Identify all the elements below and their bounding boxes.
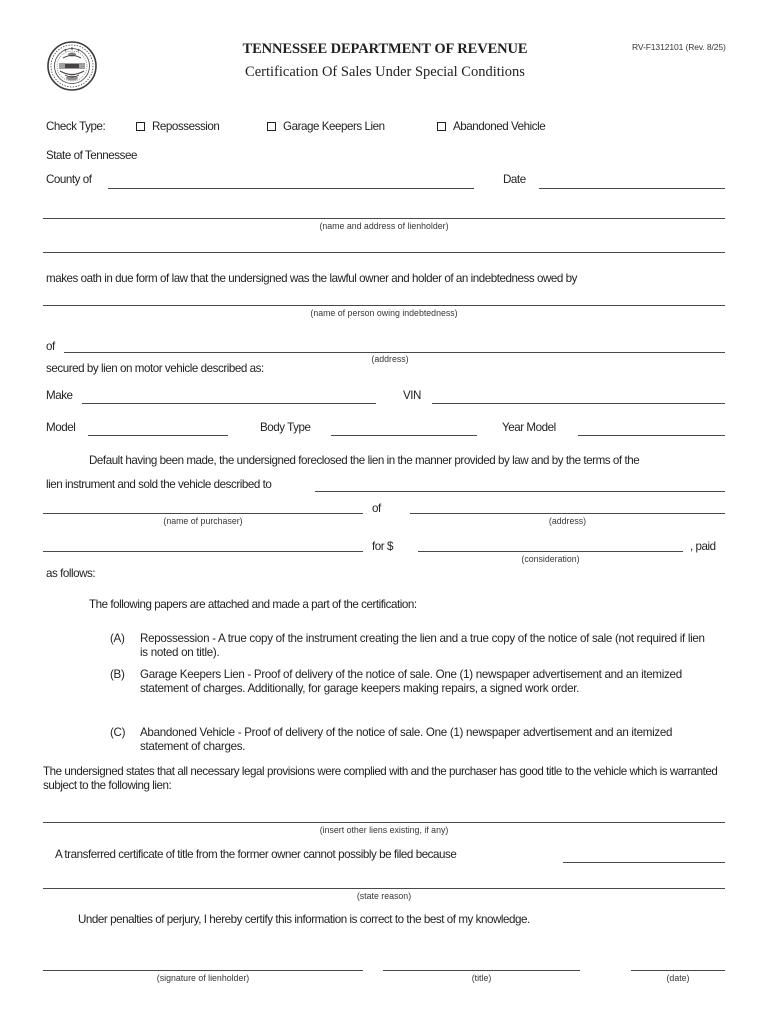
secured-by-lien-text: secured by lien on motor vehicle described as: <box>46 362 264 375</box>
make-input[interactable] <box>82 403 376 404</box>
other-liens-caption: (insert other liens existing, if any) <box>319 825 449 835</box>
date-label: Date <box>503 173 526 186</box>
year-model-label: Year Model <box>502 421 556 434</box>
paper-item-text-b: Garage Keepers Lien - Proof of delivery of the notice of sale. One (1) newspaper advertisement and an itemized statement of charges. Additionally, for garage keepers making repairs, a signed work order. <box>140 668 682 695</box>
default-paragraph-line2: lien instrument and sold the vehicle described to <box>46 478 272 491</box>
for-amount-label: for $ <box>372 540 393 553</box>
paper-item-letter-b: (B) <box>110 668 125 681</box>
debtor-name-input[interactable] <box>43 305 725 306</box>
reason-input-line1[interactable] <box>563 862 725 863</box>
consideration-caption: (consideration) <box>521 554 580 564</box>
signature-of-lienholder-caption: (signature of lienholder) <box>156 973 250 983</box>
form-number: RV-F1312101 (Rev. 8/25) <box>632 42 726 52</box>
date-signature-input[interactable] <box>631 970 725 971</box>
debtor-address-caption: (address) <box>371 354 409 364</box>
undersigned-states-text: The undersigned states that all necessary legal provisions were complied with and the purchaser has good title to the vehicle which is warranted subject to the following lien: <box>43 765 718 792</box>
lienholder-input-line1[interactable] <box>43 218 725 219</box>
date-input[interactable] <box>539 188 725 189</box>
make-label: Make <box>46 389 73 402</box>
page-title: TENNESSEE DEPARTMENT OF REVENUE <box>242 41 528 57</box>
other-liens-input[interactable] <box>43 822 725 823</box>
checkbox-repossession[interactable] <box>136 122 145 131</box>
vin-input[interactable] <box>432 403 725 404</box>
purchaser-extra-input[interactable] <box>43 551 363 552</box>
purchaser-address-input[interactable] <box>410 513 725 514</box>
transferred-title-text: A transferred certificate of title from the former owner cannot possibly be filed because <box>55 848 457 861</box>
lienholder-caption: (name and address of lienholder) <box>319 221 449 231</box>
reason-caption: (state reason) <box>356 891 412 901</box>
paid-label: , paid <box>690 540 716 553</box>
model-label: Model <box>46 421 76 434</box>
checkbox-abandoned-vehicle[interactable] <box>437 122 446 131</box>
check-type-label: Check Type: <box>46 120 106 133</box>
checkbox-label-garage-keepers-lien[interactable]: Garage Keepers Lien <box>283 120 385 133</box>
debtor-name-caption: (name of person owing indebtedness) <box>310 308 458 318</box>
year-model-input[interactable] <box>578 435 725 436</box>
paper-item-text-a: Repossession - A true copy of the instrument creating the lien and a true copy of the notice of sale (not required if lien is noted on title). <box>140 632 705 659</box>
purchaser-address-caption: (address) <box>548 516 587 526</box>
oath-text: makes oath in due form of law that the undersigned was the lawful owner and holder of an indebtedness owed by <box>46 272 578 285</box>
page-subtitle: Certification Of Sales Under Special Conditions <box>245 64 525 80</box>
consideration-input[interactable] <box>418 551 683 552</box>
as-follows-text: as follows: <box>46 567 96 580</box>
purchaser-name-input[interactable] <box>43 513 363 514</box>
date-signature-caption: (date) <box>666 973 690 983</box>
paper-item-text-c: Abandoned Vehicle - Proof of delivery of the notice of sale. One (1) newspaper advertisement and an itemized statement of charges. <box>140 726 673 753</box>
checkbox-garage-keepers-lien[interactable] <box>267 122 276 131</box>
checkbox-label-abandoned-vehicle[interactable]: Abandoned Vehicle <box>453 120 546 133</box>
checkbox-label-repossession[interactable]: Repossession <box>152 120 220 133</box>
debtor-address-label: of <box>46 340 55 353</box>
title-caption: (title) <box>471 973 492 983</box>
sold-to-input[interactable] <box>315 491 725 492</box>
county-input[interactable] <box>108 188 474 189</box>
purchaser-name-caption: (name of purchaser) <box>163 516 243 526</box>
perjury-statement: Under penalties of perjury, I hereby certify this information is correct to the best of my knowledge. <box>78 913 530 926</box>
body-type-label: Body Type <box>260 421 311 434</box>
model-input[interactable] <box>88 435 228 436</box>
papers-intro-text: The following papers are attached and made a part of the certification: <box>89 598 417 611</box>
reason-input-line2[interactable] <box>43 888 725 889</box>
vin-label: VIN <box>403 389 421 402</box>
county-label: County of <box>46 173 92 186</box>
paper-item-letter-a: (A) <box>110 632 125 645</box>
default-paragraph-line1: Default having been made, the undersigned foreclosed the lien in the manner provided by law and by the terms of the <box>89 454 640 467</box>
paper-item-letter-c: (C) <box>110 726 126 739</box>
title-input[interactable] <box>383 970 580 971</box>
debtor-address-input[interactable] <box>64 352 725 353</box>
tennessee-state-seal-icon <box>45 37 100 95</box>
lienholder-input-line2[interactable] <box>43 252 725 253</box>
state-of-tennessee-label: State of Tennessee <box>46 149 137 162</box>
signature-of-lienholder-input[interactable] <box>43 970 363 971</box>
purchaser-of-label: of <box>372 502 381 515</box>
body-type-input[interactable] <box>331 435 477 436</box>
